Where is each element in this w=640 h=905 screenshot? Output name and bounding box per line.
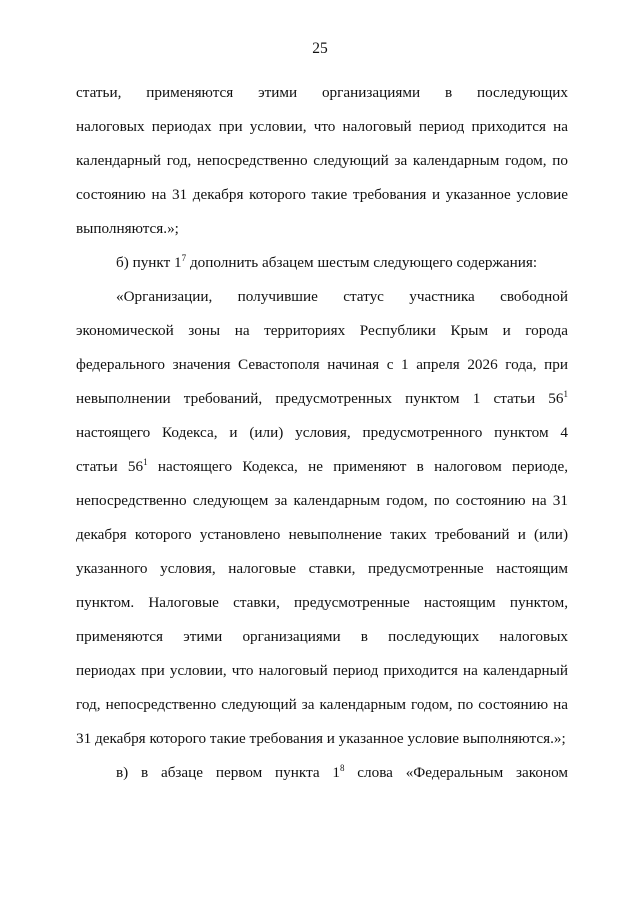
text-line (76, 454, 568, 488)
text-line: указанного условия, налоговые ставки, предусмотренные настоящим (76, 560, 568, 577)
text-line: выполняются.»; (76, 220, 179, 237)
text-line: год, непосредственно следующий за календарным годом, по состоянию на (76, 696, 568, 713)
text-run: настоящего Кодекса, не применяют в налоговом периоде, (147, 458, 568, 475)
text-line: пунктом. Налоговые ставки, предусмотренные настоящим пунктом, (76, 594, 568, 611)
text-run: невыполнении требований, предусмотренных пунктом 1 статьи 56 (76, 390, 564, 407)
superscript: 7 (181, 253, 187, 263)
text-line (76, 760, 568, 794)
text-line: статьи, применяются этими организациями в последующих (76, 84, 568, 101)
text-line: декабря которого установлено невыполнение таких требований и (или) (76, 526, 568, 543)
superscript: 1 (143, 457, 148, 467)
document-body (76, 80, 568, 794)
text-line: применяются этими организациями в последующих налоговых (76, 628, 568, 645)
paragraph-item-v (76, 760, 568, 794)
text-line (76, 250, 568, 284)
text-run: б) пункт 1 (116, 254, 182, 271)
page-number: 25 (312, 40, 328, 57)
text-line: «Организации, получившие статус участника свободной (116, 288, 568, 305)
text-line: налоговых периодах при условии, что налоговый период приходится на (76, 118, 568, 135)
paragraph-item-b (76, 250, 568, 284)
text-line: календарный год, непосредственно следующий за календарным годом, по (76, 152, 568, 169)
paragraph-quoted (76, 284, 568, 760)
text-run: в) в абзаце первом пункта 1 (116, 764, 341, 781)
text-line (76, 386, 568, 420)
text-run: дополнить абзацем шестым следующего содержания: (186, 254, 538, 271)
text-line: экономической зоны на территориях Республики Крым и города (76, 322, 568, 339)
text-run: слова «Федеральным законом (344, 764, 568, 781)
superscript: 1 (563, 389, 568, 399)
text-line: состоянию на 31 декабря которого такие требования и указанное условие (76, 186, 568, 203)
paragraph-continuation (76, 80, 568, 250)
text-line: федерального значения Севастополя начиная с 1 апреля 2026 года, при (76, 356, 568, 373)
superscript: 8 (340, 763, 345, 773)
text-line: настоящего Кодекса, и (или) условия, предусмотренного пунктом 4 (76, 424, 568, 441)
text-run: статьи 56 (76, 458, 144, 475)
text-line: непосредственно следующем за календарным годом, по состоянию на 31 (76, 492, 568, 509)
text-line: 31 декабря которого такие требования и указанное условие выполняются.»; (76, 730, 566, 747)
text-line: периодах при условии, что налоговый период приходится на календарный (76, 662, 568, 679)
